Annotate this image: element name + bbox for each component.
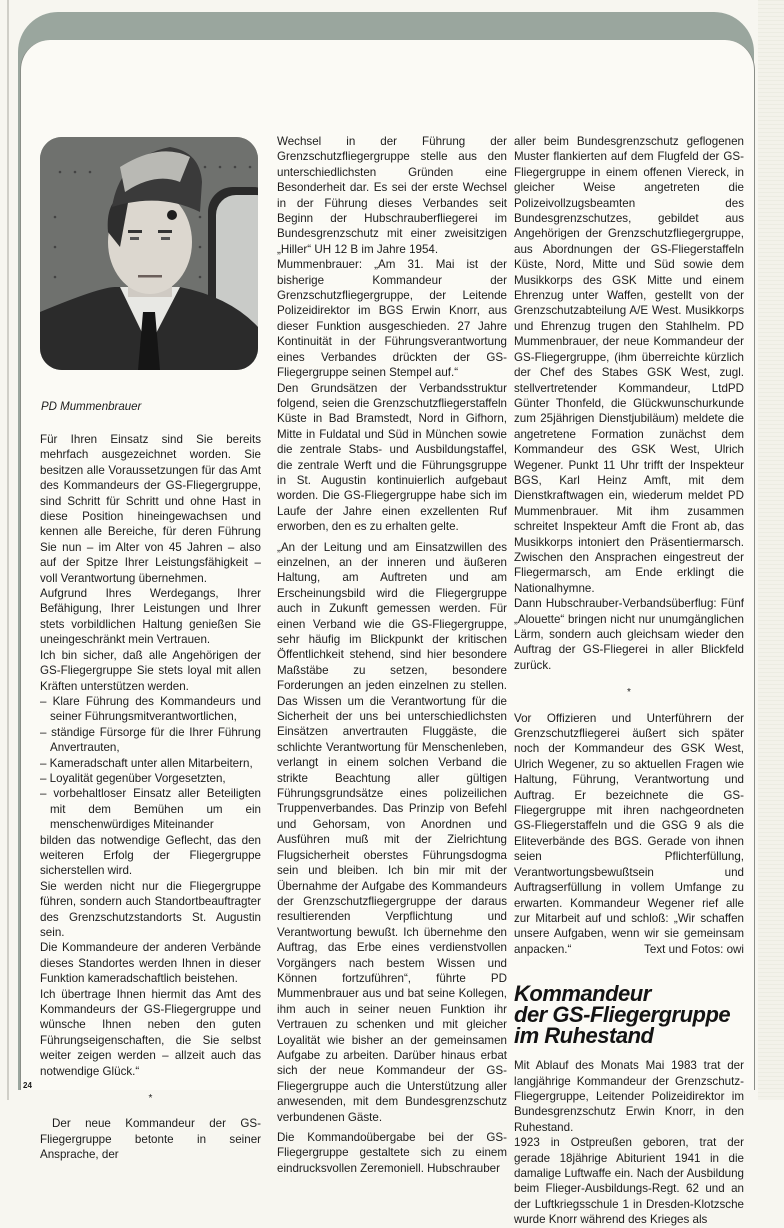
article-column-1 — [40, 432, 261, 1163]
article-column-2 — [277, 134, 507, 1176]
list-item: – Klare Führung des Kommandeurs und seiner Führungsmitverantwortlichen, — [40, 694, 261, 725]
list-item: – Loyalität gegenüber Vorgesetzten, — [40, 771, 261, 786]
paragraph: Der neue Kommandeur der GS-Fliegergruppe betonte in seiner Ansprache, der — [40, 1117, 261, 1162]
paragraph: Sie werden nicht nur die Fliegergruppe führen, sondern auch Standortbeauftragter des Grenzschutzstandorts St. Augustin sein. — [40, 879, 261, 939]
principles-list — [40, 694, 261, 833]
section-separator: * — [148, 1093, 153, 1105]
portrait-image-icon — [40, 137, 258, 370]
list-item: – ständige Fürsorge für die Ihrer Führung Anvertrauten, — [40, 725, 261, 756]
paragraph: Ich bin sicher, daß alle Angehörigen der GS-Fliegergruppe Sie stets loyal mit allen Kräften unterstützen werden. — [40, 648, 261, 693]
page-edge — [7, 0, 9, 1100]
paragraph: 1923 in Ostpreußen geboren, trat der gerade 18jährige Abiturient 1941 in die damalige Luftwaffe ein. Nach der Ausbildung beim Flieger-Ausbildungs-Regt. 62 und an der Luftkriegsschule 1 in Dresden-Klotzsche wurde Knorr während des Krieges als — [514, 1136, 744, 1227]
paragraph: Die Kommandeure der anderen Verbände dieses Standortes werden Ihnen in dieser Funktion kameradschaftlich beistehen. — [40, 941, 261, 986]
paragraph: aller beim Bundesgrenzschutz geflogenen Muster flankierten auf dem Flugfeld der GS-Fliegergruppe in einem offenen Viereck, in gleicher Weise angetreten die Polizeivollzugsbeamten des Bundesgrenzschutzes, gebildet aus Angehörigen der Grenzschutzfliegergruppe, aus Abordnungen der GS-Fliegerstaffeln Küste, Nord, Mitte und Süd sowie dem Musikkorps des GSK Mitte und einem Ehrenzug unter Waffen, gestellt von der Grenzschutzabteilung A/E West. Musikkorps und Ehrenzug trugen den Stahlhelm. PD Mummenbrauer, der neue Kommandeur der GS-Fliegergruppe, (ihm überreichte kürzlich der Chef des Stabes GSK West, zugl. stellvertretender Kommandeur, LtdPD Günter Thonfeld, die Glückwunschurkunde zum 25jährigen Dienstjubiläum) meldete die angetretene Formation zunächst dem Kommandeur des GSK West, Ulrich Wegener. Punkt 11 Uhr trifft der Inspekteur BGS, Karl Heinz Amft, mit dem Dienstkraftwagen ein, wiederum meldet PD Mummenbrauer. Mit ihm zusammen schreitet Inspekteur Amft die Front ab, das Musikkorps intoniert den Präsentiermarsch. Zwischen den Ansprachen eingestreut der Fliegermarsch, am Ende erklingt die Nationalhymne. — [514, 135, 744, 595]
list-item: – vorbehaltloser Einsatz aller Beteiligten mit dem Bemühen um ein menschenwürdiges Miteinander — [40, 786, 261, 832]
page-number: 24 — [23, 1081, 32, 1090]
paragraph: Den Grundsätzen der Verbandsstruktur folgend, seien die Grenzschutzfliegerstaffeln Küste in Bad Bramstedt, Nord in Gifhorn, Mitte in Fuldatal und Süd in München sowie die zentrale Stabs- und Ausbildungstaffel, die zentrale Werft und die Führungsgruppe in St. Augustin kontinuierlich aufgebaut worden. Die GS-Fliegergruppe habe sich im Laufe der Jahre einen exzellenten Ruf erworben, den es zu erhalten gelte. — [277, 381, 507, 534]
paragraph — [514, 711, 744, 958]
paragraph: Die Kommandoübergabe bei der GS-Fliegergruppe gestaltete sich zu einem eindrucksvollen Zeremoniell. Hubschrauber — [277, 1131, 507, 1175]
paragraph: Für Ihren Einsatz sind Sie bereits mehrfach ausgezeichnet worden. Sie besitzen alle Voraussetzungen für das Amt des Kommandeurs der GS-Fliegergruppe, sind Schritt für Schritt und ohne Hast in diese Position hineingewachsen und kennen alle Bereiche, für deren Führung Sie nun – im Alter von 45 Jahren – also auf der Spitze Ihrer Leistungsfähigkeit – voll Verantwortung übernehmen. — [40, 433, 261, 585]
scan-margin — [758, 0, 784, 1100]
section-separator: * — [627, 687, 631, 699]
paragraph: bilden das notwendige Geflecht, das den weiteren Erfolg der Fliegergruppe sicherstellen wird. — [40, 833, 261, 878]
photo-caption: PD Mummenbrauer — [41, 401, 142, 413]
article-column-3 — [514, 134, 744, 1228]
paragraph: Mummenbrauer: „Am 31. Mai ist der bisherige Kommandeur der Grenzschutzfliegergruppe, der Leitende Polizeidirektor im BGS Erwin Knorr, aus dieser Funktion ausgeschieden. 27 Jahre Kontinuität in der Führungsverantwortung eines Verbandes drückten der GS-Fliegergruppe seinen Stempel auf.“ — [277, 258, 507, 380]
portrait-photo — [40, 137, 258, 370]
headline-line: der GS-Fliegergruppe — [514, 1002, 731, 1028]
paragraph: Wechsel in der Führung der Grenzschutzfliegergruppe stelle aus den unterschiedlichsten Gründen eine Besonderheit dar. Es sei der erste Wechsel in der Führung dieses Verbandes seit Beginn der Hubschrauberfliegerei im Bundesgrenzschutz mit einer zweisitzigen „Hiller“ UH 12 B im Jahre 1954. — [277, 135, 507, 256]
paragraph: „An der Leitung und am Einsatzwillen des einzelnen, an der inneren und äußeren Haltung, am Auftreten und am Erscheinungsbild wird die Fliegergruppe auch in Zukunft gemessen werden. Für einen Verband wie die GS-Fliegergruppe, sehr häufig im Blickpunkt der kritischen Öffentlichkeit stehend, sind hier besondere Maßstäbe zu setzen, besondere Forderungen an jeden einzelnen zu stellen. Das Wissen um die Verantwortung für die Sicherheit der uns bei unterschiedlichsten Einsätzen anvertrauten Fluggäste, die schlichte Verantwortung für Menschenleben, verlangt in einem solchen Verband die strikte Beachtung aller gültigen Führungsgrundsätze eines polizeilichen Truppenverbandes. Das Prinzip von Befehl und Gehorsam, von Anordnen und Ausführen muß mit der Zielrichtung Flugsicherheit oberstes Führungsdogma sein und bleiben. Ich bin mir mit der Übernahme der Aufgabe des Kommandeurs der Grenzschutzfliegergruppe der daraus resultierenden Verpflichtung und Verantwortung bewußt. Ich übernehme den Auftrag, das Erbe eines verdienstvollen Vorgängers nach bestem Wissen und Können fortzuführen“, führte PD Mummenbrauer aus und bat seine Kollegen, ihm auch in seiner neuen Funktion ihr Vertrauen zu schenken und mit gleicher Loyalität wie bisher an der gemeinsamen Aufgabe zu arbeiten. Darüber hinaus erbat sich der neue Kommandeur der GS-Fliegergruppe auch die Unterstützung aller anwesenden, mit dem Bundesgrenzschutz verbundenen Gäste. — [277, 540, 507, 1124]
paragraph-text: Vor Offizieren und Unterführern der Grenzschutzfliegerei äußert sich später noch der Kommandeur des GSK West, Ulrich Wegener, zu so aktuellen Fragen wie Haltung, Führung, Verantwortung und Auftrag. Er bezeichnete die GS-Fliegergruppe mit ihren nachgeordneten GS-Fliegerstaffeln und die GSG 9 als die Eliteverbände des BGS. Gerade von ihnen seien Pflichterfüllung, Verantwortungsbewußtsein und Auftragserfüllung in vollem Umfange zu erwarten. Kommandeur Wegener rief alle zur Mitarbeit auf und schloß: „Wir schaffen unsere Aufgaben, wenn wir sie gemeinsam anpacken.“ — [514, 711, 744, 956]
headline-line: Kommandeur — [514, 981, 651, 1007]
paragraph: Ich übertrage Ihnen hiermit das Amt des Kommandeurs der GS-Fliegergruppe und wünsche Ihnen neben den guten Führungseigenschaften, die Sie selbst weiter zeigen werden – allzeit auch das notwendige Glück.“ — [40, 987, 261, 1078]
sidebar-headline — [514, 981, 744, 1049]
paragraph: Mit Ablauf des Monats Mai 1983 trat der langjährige Kommandeur der Grenzschutz-Fliegergruppe, Leitender Polizeidirektor im Bundesgrenzschutz Erwin Knorr, in den Ruhestand. — [514, 1059, 744, 1134]
paragraph: Aufgrund Ihres Werdegangs, Ihrer Befähigung, Ihrer Leistungen und Ihrer stets vorbildlichen Haltung genießen Sie uneingeschränkt mein Vertrauen. — [40, 587, 261, 647]
headline-line: im Ruhestand — [514, 1023, 654, 1049]
list-item: – Kameradschaft unter allen Mitarbeitern, — [40, 756, 261, 771]
paragraph: Dann Hubschrauber-Verbandsüberflug: Fünf „Alouette“ bringen nicht nur unumgänglichen Lärm, sondern auch gleichsam wieder den Auftrag der GS-Fliegerei in aller Blickfeld zurück. — [514, 597, 744, 672]
photo-credit: Text und Fotos: owi — [644, 942, 744, 956]
